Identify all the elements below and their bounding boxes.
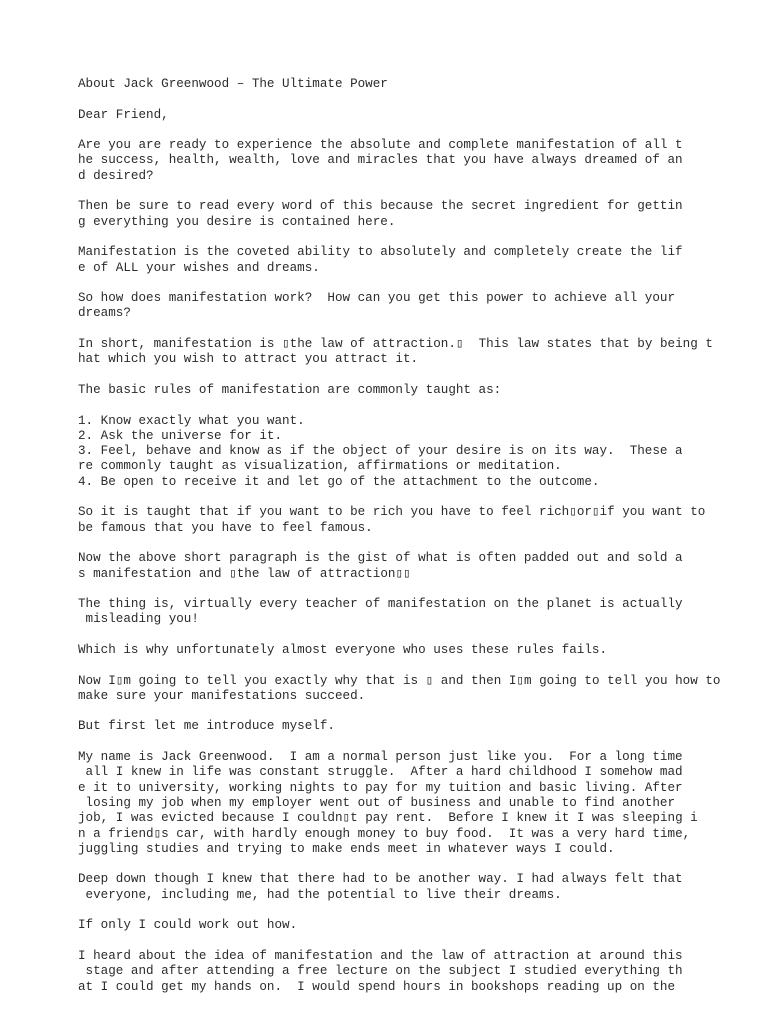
blank-line	[78, 276, 758, 291]
blank-line	[78, 490, 758, 505]
text-line: In short, manifestation is ▯the law of attraction.▯ This law states that by being t	[78, 337, 713, 352]
text-line: d desired?	[78, 168, 154, 183]
blank-line	[78, 628, 758, 643]
text-line: he success, health, wealth, love and miracles that you have always dreamed of an	[78, 153, 683, 168]
blank-line	[78, 123, 758, 138]
text-line: e of ALL your wishes and dreams.	[78, 260, 320, 275]
text-line: Are you are ready to experience the absolute and complete manifestation of all t	[78, 138, 683, 153]
text-line: at I could get my hands on. I would spend hours in bookshops reading up on the	[78, 979, 676, 994]
blank-line	[78, 704, 758, 719]
text-line: So how does manifestation work? How can you get this power to achieve all your	[78, 291, 676, 306]
text-line: stage and after attending a free lecture on the subject I studied everything th	[78, 964, 683, 979]
text-line: n a friend▯s car, with hardly enough money to buy food. It was a very hard time,	[78, 826, 691, 841]
blank-line	[78, 903, 758, 918]
text-line: Now I▯m going to tell you exactly why that is ▯ and then I▯m going to tell you how to	[78, 673, 721, 688]
text-line: Then be sure to read every word of this because the secret ingredient for gettin	[78, 199, 683, 214]
text-line: losing my job when my employer went out of business and unable to find another	[78, 795, 676, 810]
text-line: everyone, including me, had the potential to live their dreams.	[78, 887, 562, 902]
text-line: 3. Feel, behave and know as if the object of your desire is on its way. These a	[78, 444, 683, 459]
text-line: So it is taught that if you want to be rich you have to feel rich▯or▯if you want to	[78, 505, 706, 520]
text-line: 4. Be open to receive it and let go of the attachment to the outcome.	[78, 474, 600, 489]
text-line: job, I was evicted because I couldn▯t pay rent. Before I knew it I was sleeping i	[78, 811, 698, 826]
text-line: Manifestation is the coveted ability to absolutely and completely create the lif	[78, 245, 683, 260]
text-line: dreams?	[78, 306, 131, 321]
text-line: g everything you desire is contained here.	[78, 214, 396, 229]
blank-line	[78, 735, 758, 750]
blank-line	[78, 582, 758, 597]
blank-line	[78, 184, 758, 199]
text-line: The thing is, virtually every teacher of manifestation on the planet is actually	[78, 597, 683, 612]
blank-line	[78, 658, 758, 673]
blank-line	[78, 536, 758, 551]
text-line: Dear Friend,	[78, 107, 169, 122]
text-line: make sure your manifestations succeed.	[78, 688, 366, 703]
text-line: re commonly taught as visualization, affirmations or meditation.	[78, 459, 562, 474]
blank-line	[78, 398, 758, 413]
blank-line	[78, 857, 758, 872]
text-line: be famous that you have to feel famous.	[78, 520, 373, 535]
text-line: The basic rules of manifestation are commonly taught as:	[78, 382, 502, 397]
text-line: Which is why unfortunately almost everyone who uses these rules fails.	[78, 642, 608, 657]
text-line: all I knew in life was constant struggle. After a hard childhood I somehow mad	[78, 765, 683, 780]
text-line: My name is Jack Greenwood. I am a normal person just like you. For a long time	[78, 750, 683, 765]
blank-line	[78, 230, 758, 245]
text-line: I heard about the idea of manifestation and the law of attraction at around this	[78, 948, 683, 963]
blank-line	[78, 92, 758, 107]
text-line: 2. Ask the universe for it.	[78, 428, 283, 443]
text-line: 1. Know exactly what you want.	[78, 413, 305, 428]
blank-line	[78, 934, 758, 949]
text-line: hat which you wish to attract you attract it.	[78, 352, 419, 367]
text-line: e it to university, working nights to pay for my tuition and basic living. After	[78, 780, 683, 795]
text-line: misleading you!	[78, 612, 199, 627]
text-line: Now the above short paragraph is the gist of what is often padded out and sold a	[78, 551, 683, 566]
text-line: But first let me introduce myself.	[78, 719, 335, 734]
document-body	[78, 77, 758, 995]
text-line: s manifestation and ▯the law of attraction▯▯	[78, 566, 411, 581]
blank-line	[78, 322, 758, 337]
text-line: Deep down though I knew that there had to be another way. I had always felt that	[78, 872, 683, 887]
text-line: If only I could work out how.	[78, 918, 298, 933]
blank-line	[78, 368, 758, 383]
text-line: juggling studies and trying to make ends meet in whatever ways I could.	[78, 841, 615, 856]
text-line: About Jack Greenwood – The Ultimate Power	[78, 77, 388, 91]
